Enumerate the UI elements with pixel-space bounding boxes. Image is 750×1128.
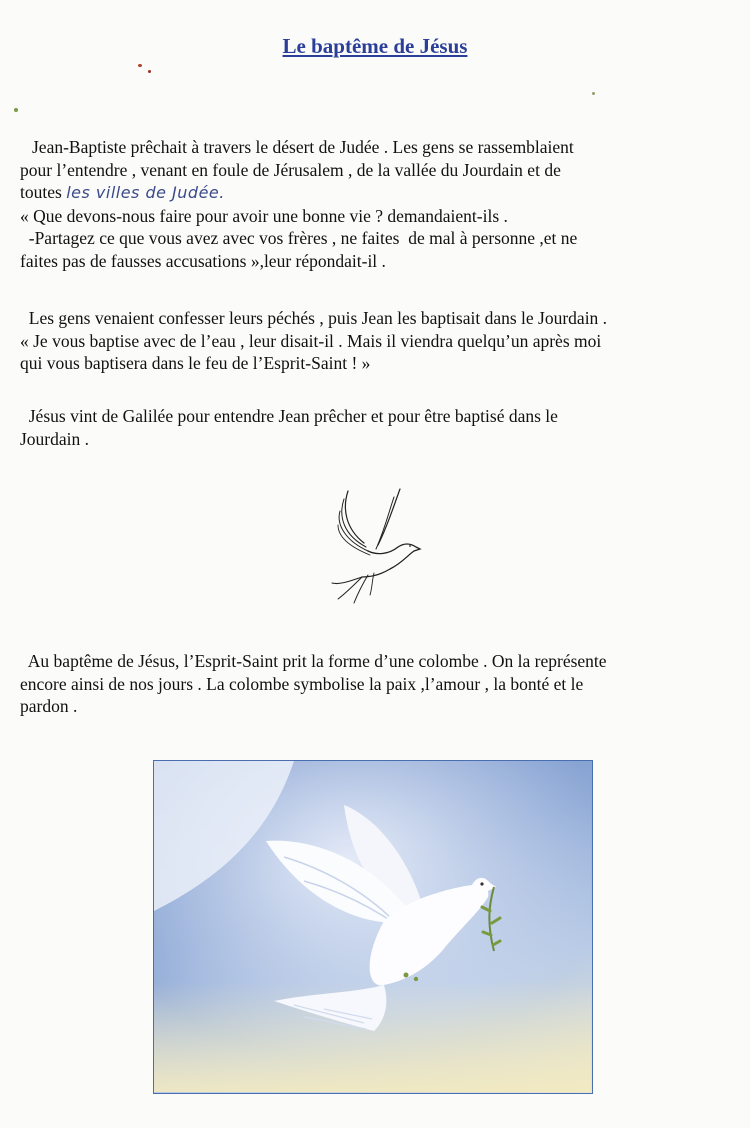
paragraph-2	[20, 307, 735, 375]
paragraph-1	[20, 136, 735, 272]
text-line: -Partagez ce que vous avez avec vos frères , ne faites de mal à personne ,et ne	[20, 228, 578, 248]
text-line: « Que devons-nous faire pour avoir une bonne vie ? demandaient-ils .	[20, 205, 508, 226]
text-line: encore ainsi de nos jours . La colombe symbolise la paix ,l’amour , la bonté et le	[20, 673, 584, 694]
text-prefix: toutes	[20, 182, 62, 202]
text-line: « Je vous baptise avec de l’eau , leur disait-il . Mais il viendra quelqu’un après moi	[20, 330, 602, 351]
text-line: Jourdain .	[20, 428, 90, 449]
text-line: Les gens venaient confesser leurs péchés , puis Jean les baptisait dans le Jourdain .	[20, 308, 608, 328]
text-line: faites pas de fausses accusations »,leur répondait-il .	[20, 250, 386, 271]
dove-painting-graphic	[154, 761, 591, 1092]
paper-speck	[592, 92, 595, 95]
page-title: Le baptême de Jésus	[282, 34, 468, 58]
dove-painting-image	[153, 760, 593, 1094]
text-line: Jean-Baptiste prêchait à travers le désert de Judée . Les gens se rassemblaient	[32, 137, 574, 157]
text-line: pardon .	[20, 696, 78, 716]
paper-speck	[138, 64, 142, 67]
dove-sketch-icon	[328, 485, 424, 607]
paragraph-4	[20, 650, 735, 718]
text-line: qui vous baptisera dans le feu de l’Esprit-Saint ! »	[20, 353, 371, 373]
text-line	[20, 181, 735, 205]
text-line: pour l’entendre , venant en foule de Jérusalem , de la vallée du Jourdain et de	[20, 159, 561, 180]
paper-speck	[148, 70, 151, 73]
paper-speck	[14, 108, 18, 112]
text-line: Jésus vint de Galilée pour entendre Jean prêcher et pour être baptisé dans le	[20, 406, 558, 426]
text-line: Au baptême de Jésus, l’Esprit-Saint prit la forme d’une colombe . On la représente	[20, 651, 607, 671]
handwritten-annotation: les villes de Judée.	[66, 183, 225, 202]
paragraph-3	[20, 405, 735, 450]
